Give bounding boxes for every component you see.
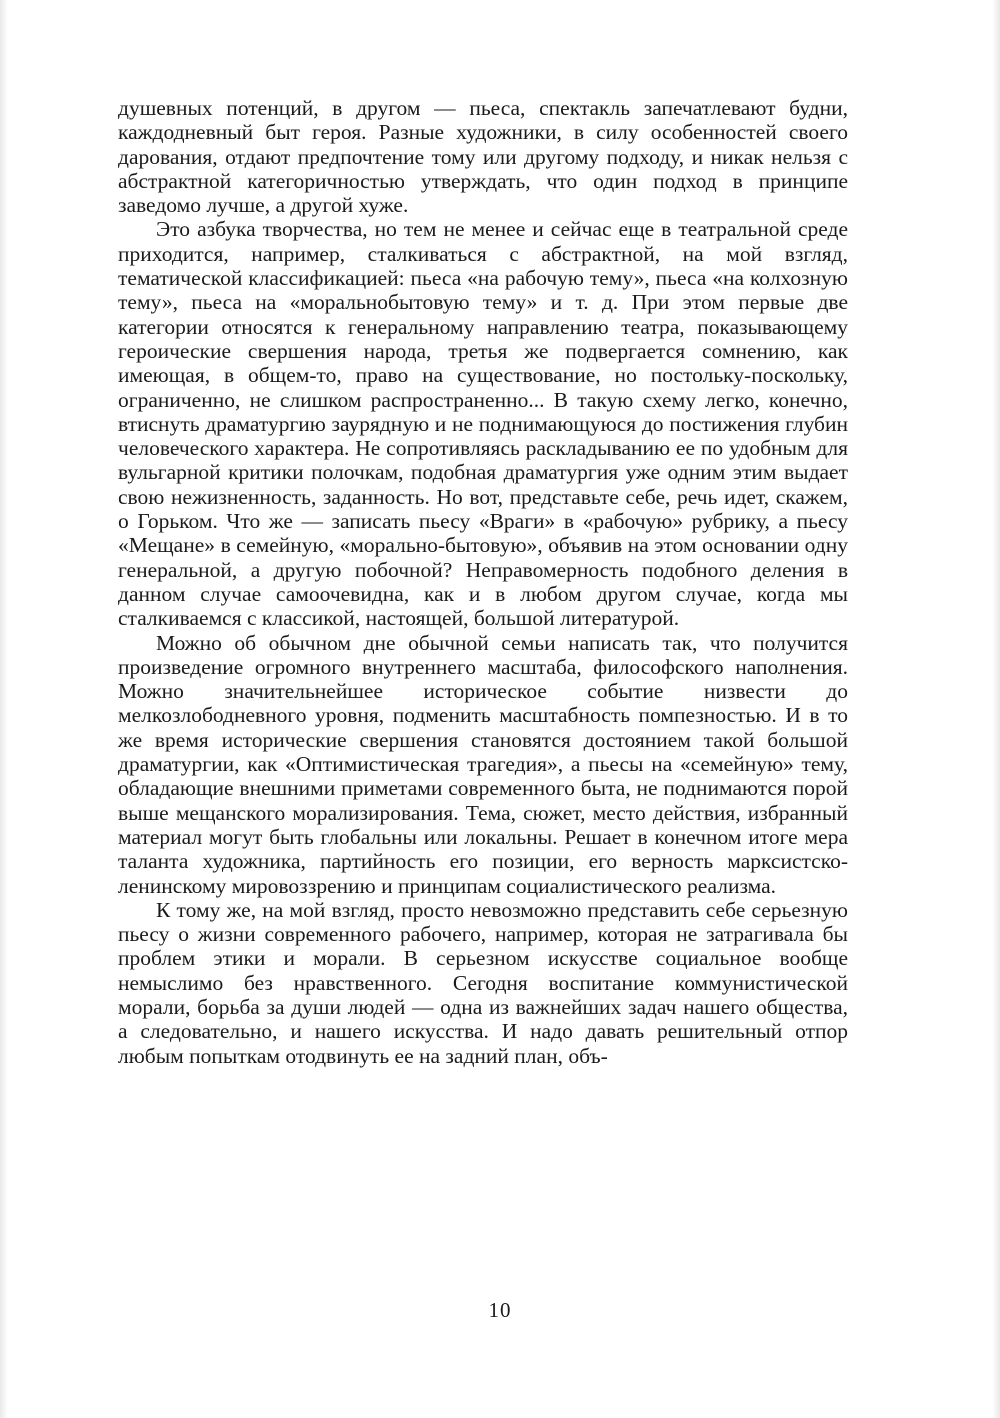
paragraph: К тому же, на мой взгляд, просто невозможно представить себе серьезную пьесу о жизни современного рабочего, например, которая не затрагивала бы проблем этики и морали. В серьезном искусстве социальное вообще немыслимо без нравственного. Сегодня воспитание коммунистической морали, борьба за души людей — одна из важнейших задач нашего общества, а следовательно, и нашего искусства. И надо давать решительный отпор любым попыткам отодвинуть ее на задний план, объ- [118, 897, 848, 1068]
page-number: 10 [488, 1298, 512, 1322]
body-text [118, 96, 848, 1068]
scan-edge-right [992, 0, 1000, 1418]
paragraph: Это азбука творчества, но тем не менее и сейчас еще в театральной среде приходится, например, сталкиваться с абстрактной, на мой взгляд, тематической классификацией: пьеса «на рабочую тему», пьеса «на колхозную тему», пьеса на «моральнобытовую тему» и т. д. При этом первые две категории относятся к генеральному направлению театра, показывающему героические свершения народа, третья же подвергается сомнению, как имеющая, в общем-то, право на существование, но постольку-поскольку, ограниченно, не слишком распространенно... В такую схему легко, конечно, втиснуть драматургию заурядную и не поднимающуюся до постижения глубин человеческого характера. Не сопротивляясь раскладыванию ее по удобным для вульгарной критики полочкам, подобная драматургия уже одним этим выдает свою нежизненность, заданность. Но вот, представьте себе, речь идет, скажем, о Горьком. Что же — записать пьесу «Враги» в «рабочую» рубрику, а пьесу «Мещане» в семейную, «морально-бытовую», объявив на этом основании одну генеральной, а другую побочной? Неправомерность подобного деления в данном случае самоочевидна, как и в любом другом случае, когда мы сталкиваемся с классикой, настоящей, большой литературой. [118, 217, 848, 631]
scan-edge-left [0, 0, 8, 1418]
paragraph: Можно об обычном дне обычной семьи написать так, что получится произведение огромного внутреннего масштаба, философского наполнения. Можно значительнейшее историческое событие низвести до мелкозлободневного уровня, подменить масштабность помпезностью. И в то же время исторические свершения становятся достоянием такой большой драматургии, как «Оптимистическая трагедия», а пьесы на «семейную» тему, обладающие внешними приметами современного быта, не поднимаются порой выше мещанского морализирования. Тема, сюжет, место действия, избранный материал могут быть глобальны или локальны. Решает в конечном итоге мера таланта художника, партийность его позиции, его верность марксистско-ленинскому мировоззрению и принципам социалистического реализма. [118, 630, 848, 898]
paragraph-continued: душевных потенций, в другом — пьеса, спектакль запечатлевают будни, каждодневный быт героя. Разные художники, в силу особенностей своего дарования, отдают предпочтение тому или другому подходу, и никак нельзя с абстрактной категоричностью утверждать, что один подход в принципе заведомо лучше, а другой хуже. [118, 96, 848, 218]
